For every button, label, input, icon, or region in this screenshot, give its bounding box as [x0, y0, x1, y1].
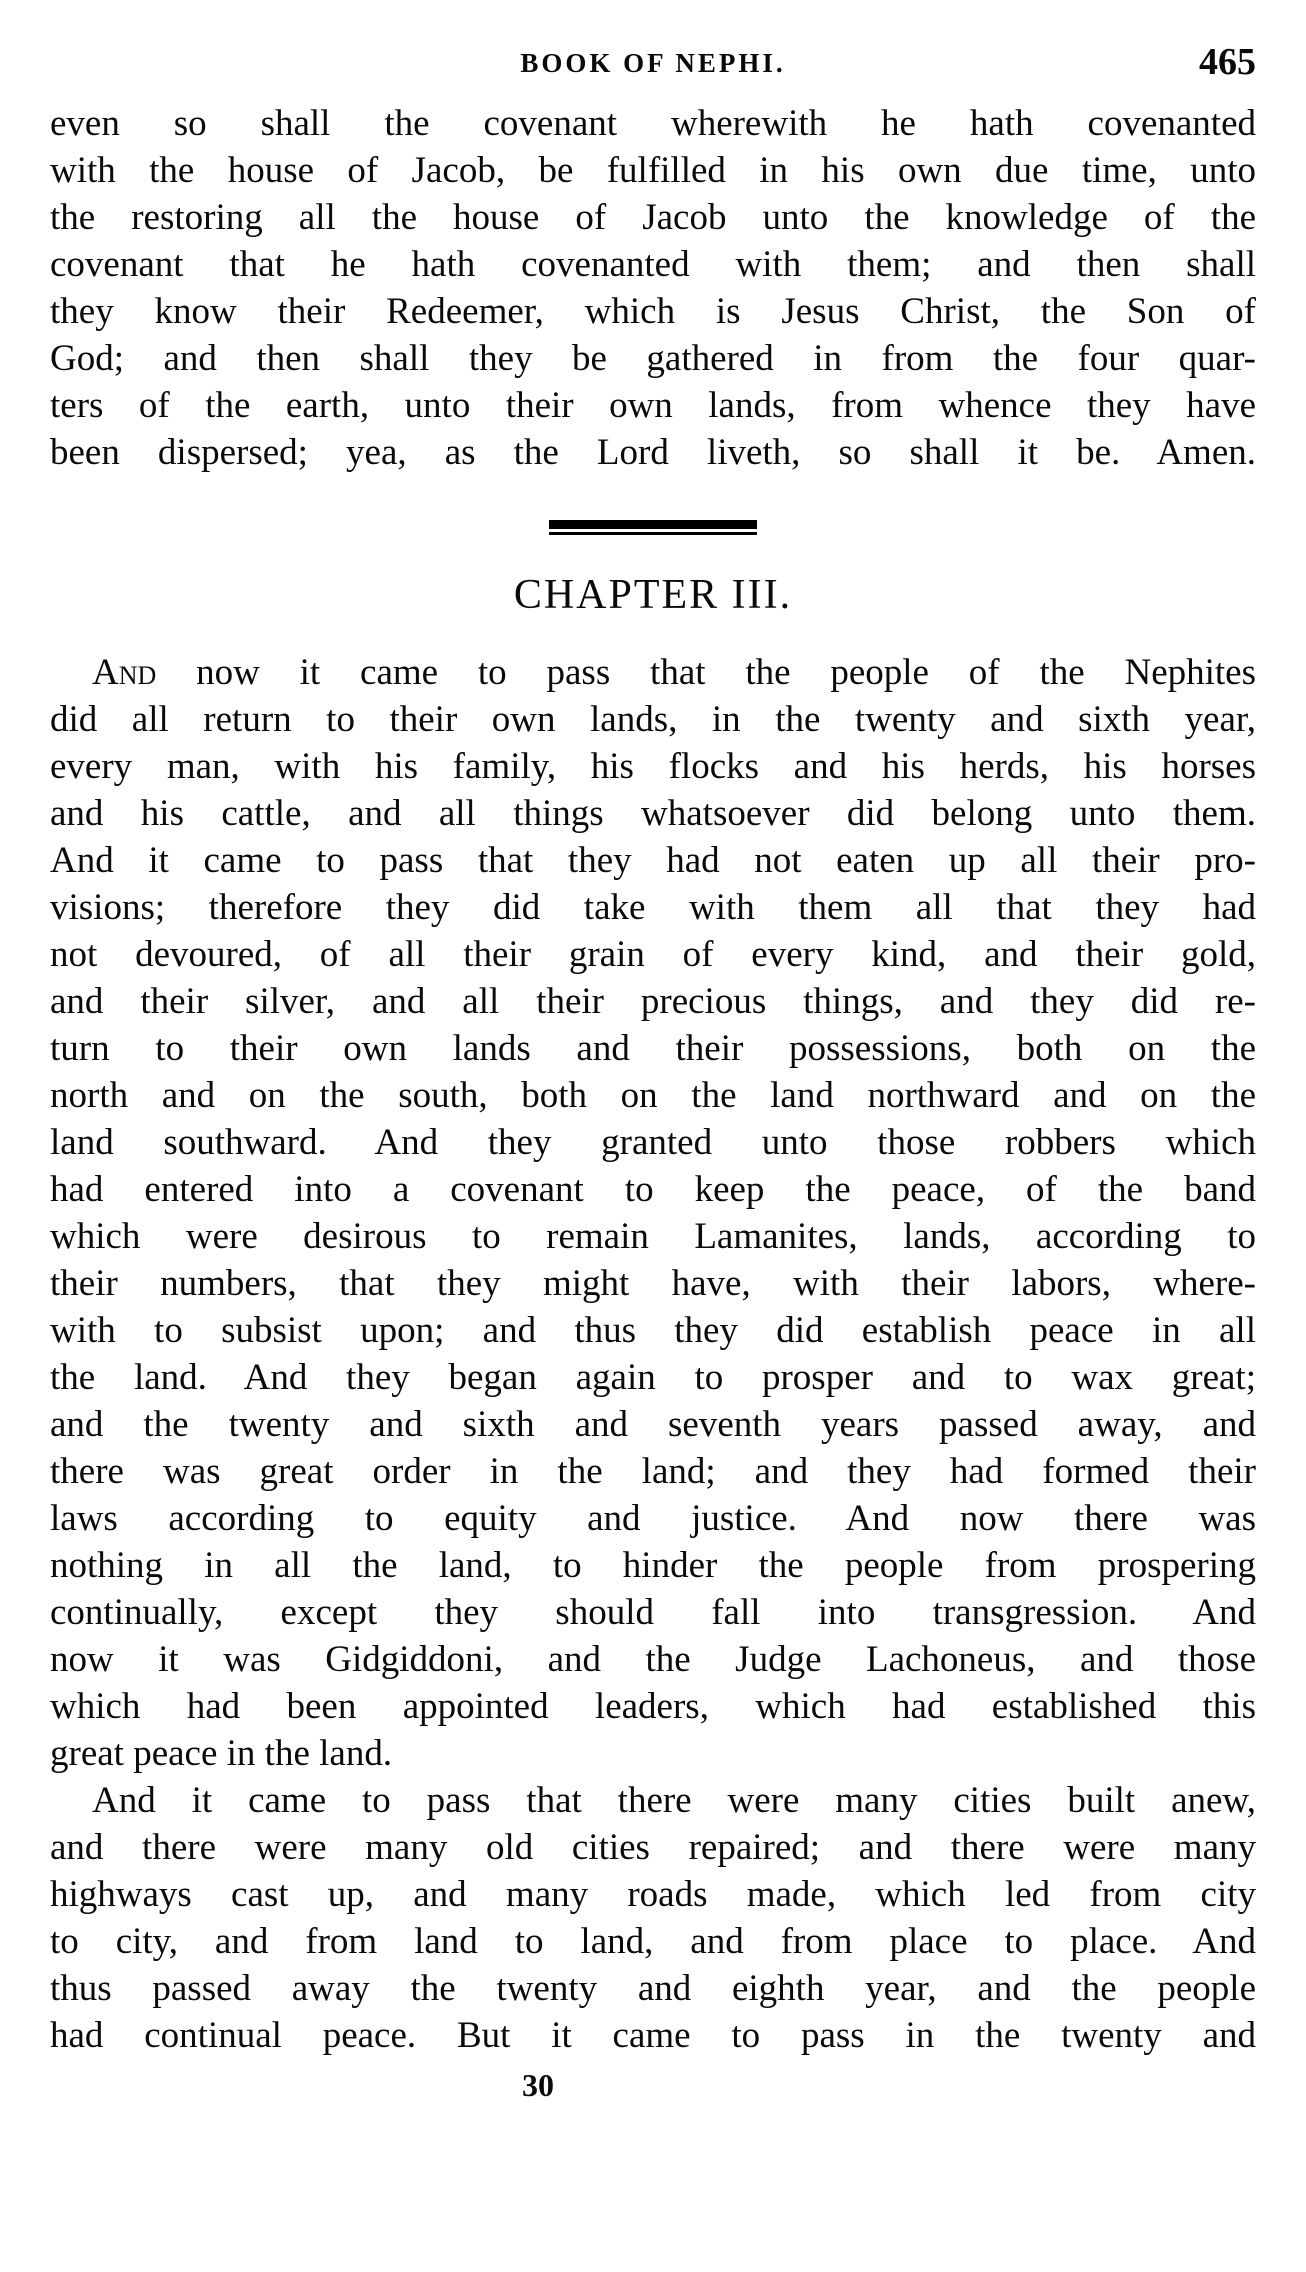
text-line: there was great order in the land; and they had formed their [50, 1451, 1256, 1492]
text-line: the land. And they began again to prosper and to wax great; [50, 1357, 1256, 1398]
thin-rule [549, 532, 757, 535]
text-line: had entered into a covenant to keep the peace, of the band [50, 1169, 1256, 1210]
text-line: nothing in all the land, to hinder the people from prospering [50, 1545, 1256, 1586]
text-line: and his cattle, and all things whatsoever did belong unto them. [50, 793, 1256, 834]
text-line: with the house of Jacob, be fulfilled in his own due time, unto [50, 150, 1256, 191]
text-line: And it came to pass that there were many cities built anew, [92, 1780, 1256, 1821]
text-line: their numbers, that they might have, with their labors, where- [50, 1263, 1256, 1304]
double-rule [549, 520, 757, 535]
text-line: and their silver, and all their precious things, and they did re- [50, 981, 1256, 1022]
text-line: thus passed away the twenty and eighth year, and the people [50, 1968, 1256, 2009]
text-line [50, 649, 1256, 696]
paragraph-two [50, 1777, 1256, 2059]
text-line: every man, with his family, his flocks and his herds, his horses [50, 746, 1256, 787]
running-head [50, 40, 1256, 100]
text-line: great peace in the land. [50, 1733, 393, 1774]
first-line-rest: now it came to pass that the people of the Nephites [156, 652, 1256, 693]
text-line: highways cast up, and many roads made, which led from city [50, 1874, 1256, 1915]
book-page [50, 40, 1256, 2240]
text-line: not devoured, of all their grain of every kind, and their gold, [50, 934, 1256, 975]
text-line: which had been appointed leaders, which had established this [50, 1686, 1256, 1727]
running-title: BOOK OF NEPHI. [520, 48, 786, 78]
text-line: north and on the south, both on the land northward and on the [50, 1075, 1256, 1116]
text-line: ters of the earth, unto their own lands, from whence they have [50, 385, 1256, 426]
text-line: had continual peace. But it came to pass in the twenty and [50, 2015, 1256, 2056]
text-line: God; and then shall they be gathered in from the four quar- [50, 338, 1256, 379]
text-line: been dispersed; yea, as the Lord liveth, so shall it be. Amen. [50, 432, 1256, 473]
paragraph-one [50, 649, 1256, 1777]
text-line: to city, and from land to land, and from place to place. And [50, 1921, 1256, 1962]
thick-rule [549, 520, 757, 529]
text-line: laws according to equity and justice. And now there was [50, 1498, 1256, 1539]
text-line: continually, except they should fall into transgression. And [50, 1592, 1256, 1633]
section-divider [50, 520, 1256, 535]
text-line: did all return to their own lands, in the twenty and sixth year, [50, 699, 1256, 740]
text-line: even so shall the covenant wherewith he hath covenanted [50, 103, 1256, 144]
text-line: visions; therefore they did take with them all that they had [50, 887, 1256, 928]
text-line: the restoring all the house of Jacob unto the knowledge of the [50, 197, 1256, 238]
text-line: and there were many old cities repaired; and there were many [50, 1827, 1256, 1868]
text-line: turn to their own lands and their possessions, both on the [50, 1028, 1256, 1069]
chapter-heading: CHAPTER III. [513, 572, 793, 618]
text-line: which were desirous to remain Lamanites, lands, according to [50, 1216, 1256, 1257]
opening-paragraph [50, 100, 1256, 476]
page-number: 465 [1199, 41, 1256, 83]
text-line: now it was Gidgiddoni, and the Judge Lachoneus, and those [50, 1639, 1256, 1680]
text-line: and the twenty and sixth and seventh years passed away, and [50, 1404, 1256, 1445]
signature-mark: 30 [522, 2067, 554, 2103]
text-line: land southward. And they granted unto those robbers which [50, 1122, 1256, 1163]
text-line: And it came to pass that they had not eaten up all their pro- [50, 840, 1256, 881]
text-line: with to subsist upon; and thus they did establish peace in all [50, 1310, 1256, 1351]
text-line: covenant that he hath covenanted with them; and then shall [50, 244, 1256, 285]
drop-word: And [92, 652, 157, 693]
text-line: they know their Redeemer, which is Jesus Christ, the Son of [50, 291, 1256, 332]
